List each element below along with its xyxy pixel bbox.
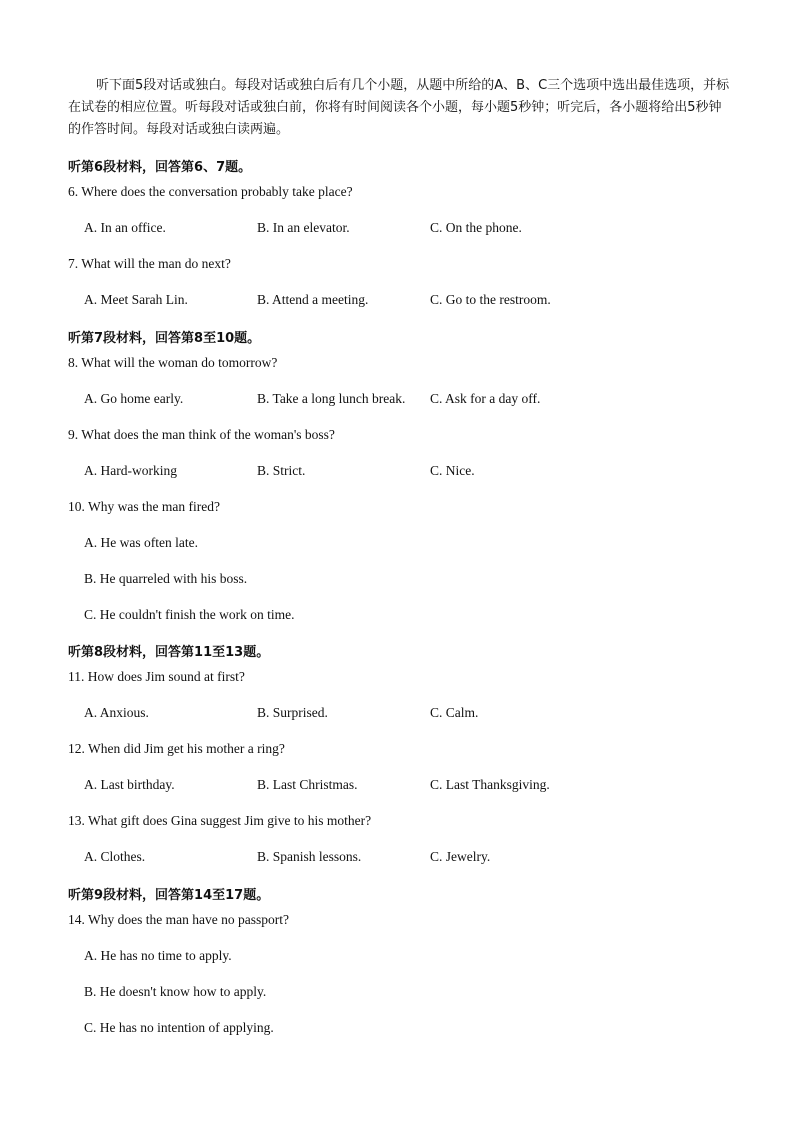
question-9-option-c: C. Nice.	[430, 463, 475, 478]
question-11-option-a: A. Anxious.	[84, 705, 149, 720]
question-12: 12. When did Jim get his mother a ring?	[68, 741, 285, 756]
question-10-option-b: B. He quarreled with his boss.	[84, 571, 248, 586]
question-12-option-a: A. Last birthday.	[84, 777, 175, 792]
question-11: 11. How does Jim sound at first?	[68, 669, 245, 684]
section-heading: 听第7段材料，回答第8至10题。	[68, 331, 261, 346]
question-10-option-c: C. He couldn't finish the work on time.	[84, 607, 295, 622]
question-8-option-c: C. Ask for a day off.	[430, 391, 541, 406]
question-8-option-a: A. Go home early.	[84, 391, 184, 406]
section-heading: 听第6段材料，回答第6、7题。	[68, 160, 252, 175]
section-heading: 听第9段材料，回答第14至17题。	[68, 888, 270, 903]
question-12-option-b: B. Last Christmas.	[257, 777, 358, 792]
question-7-option-a: A. Meet Sarah Lin.	[84, 292, 188, 307]
question-9: 9. What does the man think of the woman's boss?	[68, 427, 335, 442]
listening-instructions: 听下面5段对话或独白。每段对话或独白后有几个小题，从题中所给的A、B、C三个选项中选出最佳选项，并标在试卷的相应位置。听每段对话或独白前，你将有时间阅读各个小题，每小题5秒钟；听完后，各小题将给出5秒钟的作答时间。每段对话或独白读两遍。	[68, 78, 730, 137]
question-13: 13. What gift does Gina suggest Jim give to his mother?	[68, 813, 372, 828]
question-14-option-c: C. He has no intention of applying.	[84, 1020, 274, 1035]
question-14-option-a: A. He has no time to apply.	[84, 948, 232, 963]
question-11-option-b: B. Surprised.	[257, 705, 328, 720]
question-9-option-a: A. Hard-working	[84, 463, 177, 478]
question-7-option-c: C. Go to the restroom.	[430, 292, 551, 307]
question-7: 7. What will the man do next?	[68, 256, 231, 271]
question-9-option-b: B. Strict.	[257, 463, 306, 478]
question-10: 10. Why was the man fired?	[68, 499, 220, 514]
question-7-option-b: B. Attend a meeting.	[257, 292, 369, 307]
question-8-option-b: B. Take a long lunch break.	[257, 391, 406, 406]
question-12-option-c: C. Last Thanksgiving.	[430, 777, 550, 792]
question-6-option-c: C. On the phone.	[430, 220, 522, 235]
question-11-option-c: C. Calm.	[430, 705, 479, 720]
question-14: 14. Why does the man have no passport?	[68, 912, 289, 927]
question-6: 6. Where does the conversation probably take place?	[68, 184, 353, 199]
section-heading: 听第8段材料，回答第11至13题。	[68, 645, 270, 660]
question-13-option-c: C. Jewelry.	[430, 849, 491, 864]
question-6-option-b: B. In an elevator.	[257, 220, 350, 235]
question-6-option-a: A. In an office.	[84, 220, 166, 235]
question-13-option-b: B. Spanish lessons.	[257, 849, 362, 864]
question-14-option-b: B. He doesn't know how to apply.	[84, 984, 267, 999]
question-13-option-a: A. Clothes.	[84, 849, 146, 864]
question-10-option-a: A. He was often late.	[84, 535, 198, 550]
question-8: 8. What will the woman do tomorrow?	[68, 355, 278, 370]
